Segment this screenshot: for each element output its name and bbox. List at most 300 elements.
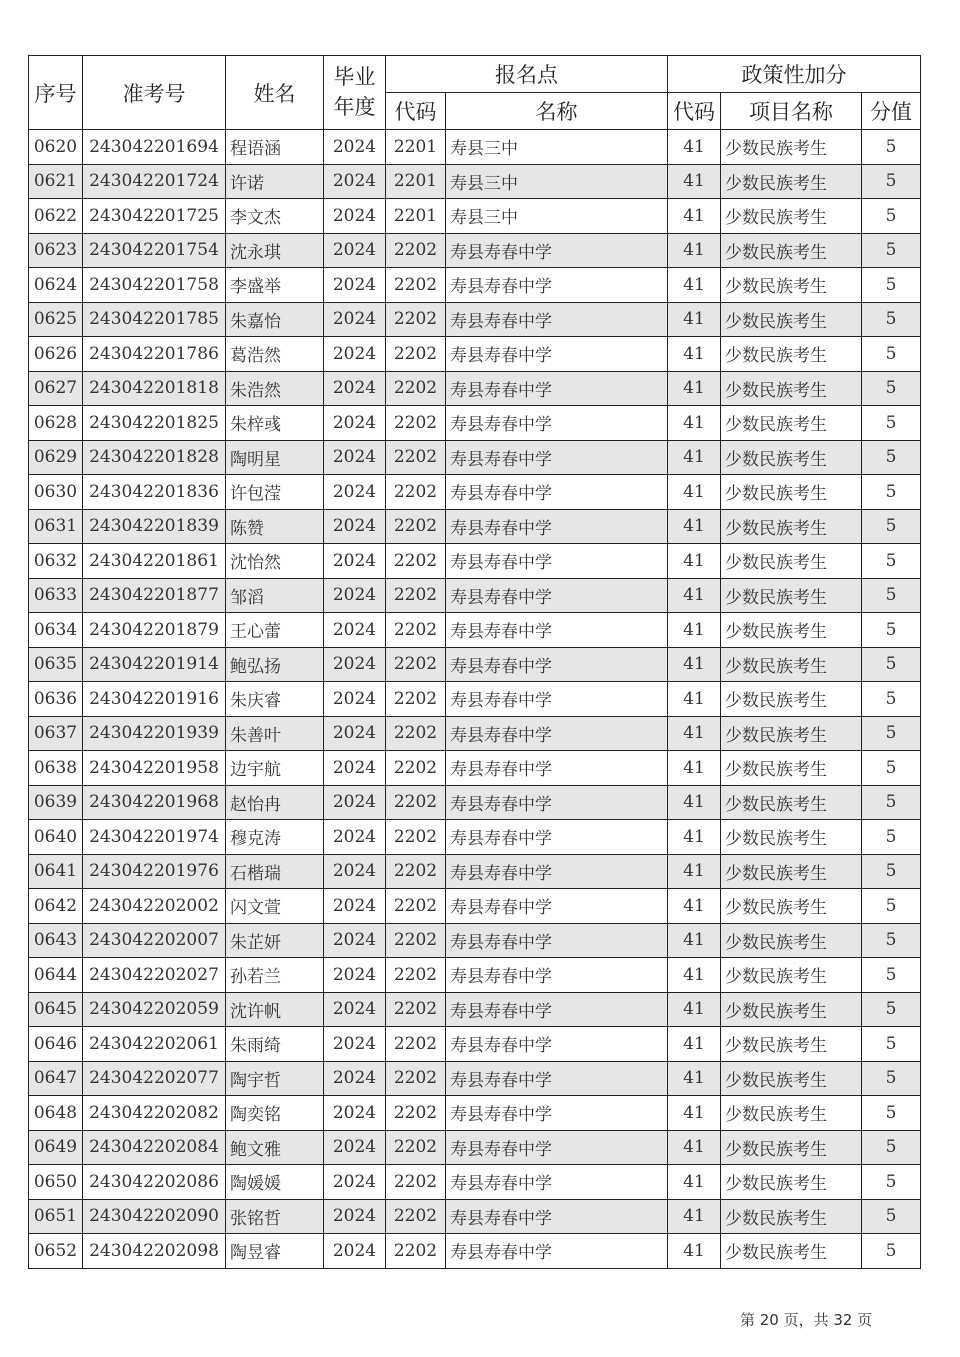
cell-site-code: 2202 — [386, 509, 446, 544]
cell-name: 朱嘉怡 — [226, 302, 324, 337]
cell-score: 5 — [862, 992, 921, 1027]
cell-p-item: 少数民族考生 — [721, 647, 862, 682]
cell-seq: 0649 — [29, 1130, 83, 1165]
cell-site-name: 寿县寿春中学 — [446, 958, 668, 993]
cell-p-code: 41 — [668, 751, 721, 786]
cell-exam-no: 243042201694 — [83, 130, 226, 165]
cell-p-item: 少数民族考生 — [721, 613, 862, 648]
cell-year: 2024 — [324, 233, 386, 268]
cell-seq: 0652 — [29, 1234, 83, 1269]
table-row — [29, 647, 921, 682]
cell-site-code: 2201 — [386, 130, 446, 165]
cell-site-code: 2202 — [386, 1130, 446, 1165]
cell-exam-no: 243042202002 — [83, 889, 226, 924]
cell-site-code: 2202 — [386, 785, 446, 820]
cell-name: 程语涵 — [226, 130, 324, 165]
cell-seq: 0628 — [29, 406, 83, 441]
cell-name: 朱浩然 — [226, 371, 324, 406]
header-grad-year-label: 毕业年度 — [333, 65, 376, 119]
cell-name: 陶明星 — [226, 440, 324, 475]
cell-name: 张铭哲 — [226, 1199, 324, 1234]
cell-exam-no: 243042201877 — [83, 578, 226, 613]
cell-p-code: 41 — [668, 475, 721, 510]
cell-score: 5 — [862, 1096, 921, 1131]
cell-site-code: 2202 — [386, 268, 446, 303]
table-row — [29, 475, 921, 510]
cell-year: 2024 — [324, 337, 386, 372]
cell-score: 5 — [862, 302, 921, 337]
cell-name: 葛浩然 — [226, 337, 324, 372]
cell-name: 陶媛媛 — [226, 1165, 324, 1200]
cell-year: 2024 — [324, 371, 386, 406]
cell-p-code: 41 — [668, 647, 721, 682]
cell-seq: 0638 — [29, 751, 83, 786]
cell-score: 5 — [862, 268, 921, 303]
cell-site-code: 2202 — [386, 992, 446, 1027]
cell-score: 5 — [862, 647, 921, 682]
cell-year: 2024 — [324, 544, 386, 579]
table-row — [29, 578, 921, 613]
header-grad-year — [324, 56, 386, 130]
cell-seq: 0630 — [29, 475, 83, 510]
table-row — [29, 682, 921, 717]
cell-year: 2024 — [324, 302, 386, 337]
cell-p-code: 41 — [668, 889, 721, 924]
cell-exam-no: 243042202007 — [83, 923, 226, 958]
cell-site-name: 寿县寿春中学 — [446, 509, 668, 544]
cell-site-code: 2202 — [386, 613, 446, 648]
cell-year: 2024 — [324, 716, 386, 751]
cell-p-item: 少数民族考生 — [721, 820, 862, 855]
cell-name: 孙若兰 — [226, 958, 324, 993]
cell-score: 5 — [862, 199, 921, 234]
cell-exam-no: 243042202086 — [83, 1165, 226, 1200]
cell-p-item: 少数民族考生 — [721, 233, 862, 268]
cell-site-code: 2202 — [386, 302, 446, 337]
cell-seq: 0623 — [29, 233, 83, 268]
cell-p-code: 41 — [668, 164, 721, 199]
cell-score: 5 — [862, 785, 921, 820]
table-row — [29, 854, 921, 889]
cell-exam-no: 243042201939 — [83, 716, 226, 751]
cell-exam-no: 243042201828 — [83, 440, 226, 475]
cell-exam-no: 243042201786 — [83, 337, 226, 372]
table-row — [29, 751, 921, 786]
cell-name: 邹滔 — [226, 578, 324, 613]
table-row — [29, 1234, 921, 1269]
cell-p-item: 少数民族考生 — [721, 406, 862, 441]
cell-seq: 0645 — [29, 992, 83, 1027]
cell-seq: 0632 — [29, 544, 83, 579]
cell-exam-no: 243042201958 — [83, 751, 226, 786]
cell-seq: 0636 — [29, 682, 83, 717]
table-row — [29, 923, 921, 958]
cell-exam-no: 243042202077 — [83, 1061, 226, 1096]
cell-year: 2024 — [324, 785, 386, 820]
cell-exam-no: 243042201836 — [83, 475, 226, 510]
cell-seq: 0651 — [29, 1199, 83, 1234]
cell-year: 2024 — [324, 1096, 386, 1131]
cell-name: 陈赞 — [226, 509, 324, 544]
cell-site-code: 2201 — [386, 164, 446, 199]
cell-p-item: 少数民族考生 — [721, 716, 862, 751]
cell-site-name: 寿县三中 — [446, 130, 668, 165]
cell-site-name: 寿县寿春中学 — [446, 578, 668, 613]
cell-p-item: 少数民族考生 — [721, 130, 862, 165]
cell-site-code: 2202 — [386, 1061, 446, 1096]
cell-name: 沈许帆 — [226, 992, 324, 1027]
cell-site-name: 寿县寿春中学 — [446, 1199, 668, 1234]
cell-score: 5 — [862, 475, 921, 510]
cell-p-item: 少数民族考生 — [721, 440, 862, 475]
cell-exam-no: 243042201968 — [83, 785, 226, 820]
cell-score: 5 — [862, 130, 921, 165]
header-row-1 — [29, 56, 921, 93]
cell-site-code: 2202 — [386, 820, 446, 855]
cell-site-name: 寿县寿春中学 — [446, 889, 668, 924]
cell-site-name: 寿县寿春中学 — [446, 1130, 668, 1165]
cell-exam-no: 243042202059 — [83, 992, 226, 1027]
cell-p-item: 少数民族考生 — [721, 302, 862, 337]
cell-score: 5 — [862, 233, 921, 268]
header-site-group: 报名点 — [386, 56, 668, 93]
table-row — [29, 268, 921, 303]
cell-seq: 0626 — [29, 337, 83, 372]
cell-score: 5 — [862, 1234, 921, 1269]
cell-score: 5 — [862, 1165, 921, 1200]
cell-p-code: 41 — [668, 854, 721, 889]
header-policy-item: 项目名称 — [721, 93, 862, 130]
cell-year: 2024 — [324, 1234, 386, 1269]
header-exam-no: 准考号 — [83, 56, 226, 130]
table-row — [29, 199, 921, 234]
cell-year: 2024 — [324, 268, 386, 303]
cell-site-code: 2202 — [386, 889, 446, 924]
table-row — [29, 1096, 921, 1131]
table-row — [29, 992, 921, 1027]
cell-score: 5 — [862, 371, 921, 406]
cell-site-name: 寿县寿春中学 — [446, 475, 668, 510]
cell-score: 5 — [862, 509, 921, 544]
cell-year: 2024 — [324, 1165, 386, 1200]
table-row — [29, 1061, 921, 1096]
cell-p-item: 少数民族考生 — [721, 578, 862, 613]
table-row — [29, 509, 921, 544]
cell-year: 2024 — [324, 889, 386, 924]
cell-score: 5 — [862, 1027, 921, 1062]
page-indicator: 第 20 页，共 32 页 — [740, 1311, 873, 1329]
cell-score: 5 — [862, 440, 921, 475]
cell-year: 2024 — [324, 475, 386, 510]
cell-seq: 0650 — [29, 1165, 83, 1200]
cell-seq: 0643 — [29, 923, 83, 958]
cell-name: 朱庆睿 — [226, 682, 324, 717]
table-row — [29, 1027, 921, 1062]
cell-p-item: 少数民族考生 — [721, 992, 862, 1027]
cell-score: 5 — [862, 820, 921, 855]
cell-site-name: 寿县寿春中学 — [446, 854, 668, 889]
cell-p-code: 41 — [668, 1027, 721, 1062]
cell-p-code: 41 — [668, 820, 721, 855]
cell-name: 李文杰 — [226, 199, 324, 234]
cell-site-name: 寿县寿春中学 — [446, 1096, 668, 1131]
cell-seq: 0627 — [29, 371, 83, 406]
cell-p-code: 41 — [668, 1096, 721, 1131]
cell-year: 2024 — [324, 509, 386, 544]
cell-site-name: 寿县寿春中学 — [446, 1234, 668, 1269]
cell-p-code: 41 — [668, 1199, 721, 1234]
cell-p-code: 41 — [668, 958, 721, 993]
cell-site-code: 2202 — [386, 958, 446, 993]
cell-name: 穆克涛 — [226, 820, 324, 855]
cell-p-item: 少数民族考生 — [721, 751, 862, 786]
cell-year: 2024 — [324, 130, 386, 165]
cell-year: 2024 — [324, 1199, 386, 1234]
cell-site-name: 寿县寿春中学 — [446, 751, 668, 786]
cell-p-item: 少数民族考生 — [721, 785, 862, 820]
table-row — [29, 1165, 921, 1200]
cell-site-name: 寿县寿春中学 — [446, 992, 668, 1027]
cell-p-item: 少数民族考生 — [721, 1027, 862, 1062]
cell-seq: 0639 — [29, 785, 83, 820]
table-row — [29, 958, 921, 993]
cell-exam-no: 243042201976 — [83, 854, 226, 889]
cell-site-code: 2202 — [386, 337, 446, 372]
table-row — [29, 337, 921, 372]
table-row — [29, 440, 921, 475]
cell-score: 5 — [862, 337, 921, 372]
cell-site-name: 寿县三中 — [446, 164, 668, 199]
cell-p-code: 41 — [668, 371, 721, 406]
cell-p-code: 41 — [668, 1130, 721, 1165]
cell-site-name: 寿县寿春中学 — [446, 544, 668, 579]
table-row — [29, 371, 921, 406]
cell-exam-no: 243042201861 — [83, 544, 226, 579]
cell-p-code: 41 — [668, 233, 721, 268]
cell-p-item: 少数民族考生 — [721, 164, 862, 199]
header-site-name: 名称 — [446, 93, 668, 130]
cell-year: 2024 — [324, 440, 386, 475]
cell-exam-no: 243042201818 — [83, 371, 226, 406]
cell-year: 2024 — [324, 647, 386, 682]
cell-p-code: 41 — [668, 613, 721, 648]
cell-p-code: 41 — [668, 992, 721, 1027]
cell-site-name: 寿县寿春中学 — [446, 716, 668, 751]
cell-name: 沈怡然 — [226, 544, 324, 579]
cell-year: 2024 — [324, 854, 386, 889]
cell-p-item: 少数民族考生 — [721, 1061, 862, 1096]
cell-year: 2024 — [324, 1130, 386, 1165]
cell-p-code: 41 — [668, 682, 721, 717]
cell-name: 陶奕铭 — [226, 1096, 324, 1131]
table-row — [29, 716, 921, 751]
cell-p-code: 41 — [668, 1165, 721, 1200]
header-site-code: 代码 — [386, 93, 446, 130]
cell-score: 5 — [862, 682, 921, 717]
cell-site-code: 2202 — [386, 578, 446, 613]
cell-score: 5 — [862, 958, 921, 993]
cell-score: 5 — [862, 578, 921, 613]
cell-name: 石楷瑞 — [226, 854, 324, 889]
cell-seq: 0644 — [29, 958, 83, 993]
table-row — [29, 544, 921, 579]
table-body — [29, 130, 921, 1269]
cell-p-code: 41 — [668, 578, 721, 613]
cell-site-name: 寿县寿春中学 — [446, 820, 668, 855]
cell-p-item: 少数民族考生 — [721, 1096, 862, 1131]
cell-p-code: 41 — [668, 199, 721, 234]
cell-score: 5 — [862, 164, 921, 199]
header-name: 姓名 — [226, 56, 324, 130]
cell-seq: 0621 — [29, 164, 83, 199]
cell-site-name: 寿县寿春中学 — [446, 1061, 668, 1096]
cell-year: 2024 — [324, 820, 386, 855]
cell-seq: 0622 — [29, 199, 83, 234]
cell-seq: 0646 — [29, 1027, 83, 1062]
cell-site-name: 寿县寿春中学 — [446, 302, 668, 337]
cell-p-code: 41 — [668, 440, 721, 475]
cell-exam-no: 243042201914 — [83, 647, 226, 682]
cell-seq: 0640 — [29, 820, 83, 855]
cell-p-code: 41 — [668, 268, 721, 303]
cell-p-item: 少数民族考生 — [721, 475, 862, 510]
cell-seq: 0647 — [29, 1061, 83, 1096]
cell-year: 2024 — [324, 1061, 386, 1096]
cell-site-name: 寿县寿春中学 — [446, 268, 668, 303]
cell-seq: 0629 — [29, 440, 83, 475]
cell-seq: 0642 — [29, 889, 83, 924]
cell-seq: 0648 — [29, 1096, 83, 1131]
cell-score: 5 — [862, 544, 921, 579]
cell-p-code: 41 — [668, 785, 721, 820]
cell-score: 5 — [862, 889, 921, 924]
table-row — [29, 889, 921, 924]
cell-year: 2024 — [324, 1027, 386, 1062]
table-row — [29, 785, 921, 820]
header-policy-score: 分值 — [862, 93, 921, 130]
cell-year: 2024 — [324, 578, 386, 613]
score-table — [28, 55, 921, 1269]
cell-site-name: 寿县三中 — [446, 199, 668, 234]
cell-site-code: 2202 — [386, 854, 446, 889]
cell-p-item: 少数民族考生 — [721, 1130, 862, 1165]
cell-name: 陶宇哲 — [226, 1061, 324, 1096]
cell-year: 2024 — [324, 613, 386, 648]
cell-seq: 0625 — [29, 302, 83, 337]
cell-p-item: 少数民族考生 — [721, 854, 862, 889]
cell-site-code: 2202 — [386, 1027, 446, 1062]
cell-site-code: 2202 — [386, 647, 446, 682]
cell-score: 5 — [862, 923, 921, 958]
cell-p-item: 少数民族考生 — [721, 544, 862, 579]
cell-p-code: 41 — [668, 1061, 721, 1096]
cell-site-name: 寿县寿春中学 — [446, 1027, 668, 1062]
cell-p-code: 41 — [668, 130, 721, 165]
cell-exam-no: 243042202084 — [83, 1130, 226, 1165]
cell-site-code: 2202 — [386, 544, 446, 579]
cell-name: 赵怡冉 — [226, 785, 324, 820]
cell-p-code: 41 — [668, 337, 721, 372]
cell-site-code: 2202 — [386, 751, 446, 786]
cell-site-code: 2202 — [386, 406, 446, 441]
header-seq: 序号 — [29, 56, 83, 130]
cell-name: 许诺 — [226, 164, 324, 199]
cell-p-item: 少数民族考生 — [721, 1234, 862, 1269]
table-row — [29, 1199, 921, 1234]
cell-site-name: 寿县寿春中学 — [446, 682, 668, 717]
cell-site-code: 2202 — [386, 1234, 446, 1269]
cell-exam-no: 243042201758 — [83, 268, 226, 303]
cell-p-item: 少数民族考生 — [721, 682, 862, 717]
cell-name: 沈永琪 — [226, 233, 324, 268]
cell-site-name: 寿县寿春中学 — [446, 923, 668, 958]
cell-year: 2024 — [324, 682, 386, 717]
cell-site-code: 2202 — [386, 923, 446, 958]
cell-name: 朱芷妍 — [226, 923, 324, 958]
cell-site-code: 2202 — [386, 682, 446, 717]
table-row — [29, 613, 921, 648]
cell-exam-no: 243042202027 — [83, 958, 226, 993]
table-row — [29, 820, 921, 855]
cell-p-code: 41 — [668, 544, 721, 579]
cell-p-code: 41 — [668, 923, 721, 958]
table-row — [29, 406, 921, 441]
cell-score: 5 — [862, 613, 921, 648]
cell-year: 2024 — [324, 751, 386, 786]
table-row — [29, 1130, 921, 1165]
cell-seq: 0634 — [29, 613, 83, 648]
cell-name: 鲍弘扬 — [226, 647, 324, 682]
cell-seq: 0633 — [29, 578, 83, 613]
cell-site-code: 2202 — [386, 440, 446, 475]
cell-seq: 0637 — [29, 716, 83, 751]
cell-p-item: 少数民族考生 — [721, 958, 862, 993]
cell-score: 5 — [862, 406, 921, 441]
cell-site-name: 寿县寿春中学 — [446, 337, 668, 372]
cell-year: 2024 — [324, 164, 386, 199]
cell-site-code: 2201 — [386, 199, 446, 234]
cell-exam-no: 243042202082 — [83, 1096, 226, 1131]
cell-year: 2024 — [324, 992, 386, 1027]
cell-site-name: 寿县寿春中学 — [446, 440, 668, 475]
cell-site-code: 2202 — [386, 475, 446, 510]
cell-exam-no: 243042201724 — [83, 164, 226, 199]
cell-name: 朱梓彧 — [226, 406, 324, 441]
cell-exam-no: 243042201879 — [83, 613, 226, 648]
cell-year: 2024 — [324, 958, 386, 993]
cell-seq: 0641 — [29, 854, 83, 889]
header-policy-code: 代码 — [668, 93, 721, 130]
cell-exam-no: 243042202098 — [83, 1234, 226, 1269]
cell-p-item: 少数民族考生 — [721, 1165, 862, 1200]
cell-year: 2024 — [324, 406, 386, 441]
cell-name: 陶昱睿 — [226, 1234, 324, 1269]
cell-name: 朱雨绮 — [226, 1027, 324, 1062]
cell-site-name: 寿县寿春中学 — [446, 406, 668, 441]
cell-site-code: 2202 — [386, 1199, 446, 1234]
cell-site-name: 寿县寿春中学 — [446, 371, 668, 406]
cell-site-name: 寿县寿春中学 — [446, 613, 668, 648]
cell-seq: 0620 — [29, 130, 83, 165]
cell-exam-no: 243042201974 — [83, 820, 226, 855]
cell-seq: 0624 — [29, 268, 83, 303]
cell-name: 闪文萱 — [226, 889, 324, 924]
cell-exam-no: 243042202061 — [83, 1027, 226, 1062]
cell-site-code: 2202 — [386, 1165, 446, 1200]
cell-site-code: 2202 — [386, 371, 446, 406]
cell-p-item: 少数民族考生 — [721, 337, 862, 372]
cell-site-code: 2202 — [386, 1096, 446, 1131]
